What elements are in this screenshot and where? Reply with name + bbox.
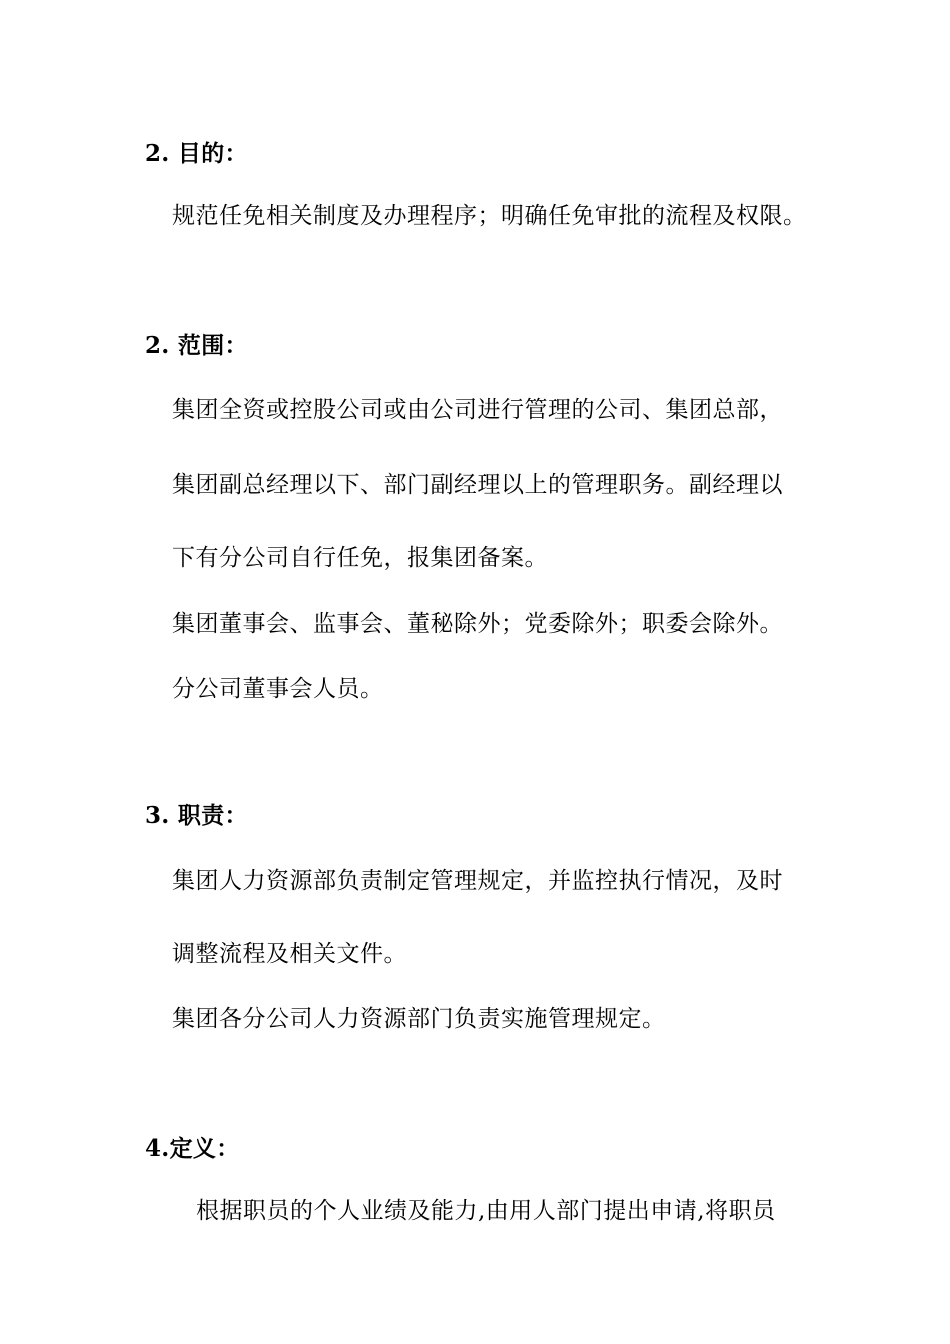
paragraph-line: 规范任免相关制度及办理程序；明确任免审批的流程及权限。 xyxy=(172,203,807,229)
paragraph-line: 集团人力资源部负责制定管理规定，并监控执行情况，及时 xyxy=(172,868,783,894)
paragraph-line: 集团全资或控股公司或由公司进行管理的公司、集团总部， xyxy=(172,397,783,423)
section-heading-definition: 4.定义： xyxy=(145,1135,240,1162)
section-heading-purpose: 2. 目的： xyxy=(145,140,248,167)
paragraph-line: 集团副总经理以下、部门副经理以上的管理职务。副经理以 xyxy=(172,472,783,498)
paragraph-line: 分公司董事会人员。 xyxy=(172,676,384,702)
section-heading-scope: 2. 范围： xyxy=(145,332,248,359)
section-heading-responsibilities: 3. 职责： xyxy=(145,802,248,829)
paragraph-line: 下有分公司自行任免，报集团备案。 xyxy=(172,545,548,571)
paragraph-line: 根据职员的个人业绩及能力,由用人部门提出申请,将职员 xyxy=(196,1198,776,1224)
paragraph-line: 调整流程及相关文件。 xyxy=(172,941,407,967)
paragraph-line: 集团董事会、监事会、董秘除外；党委除外；职委会除外。 xyxy=(172,611,783,637)
paragraph-line: 集团各分公司人力资源部门负责实施管理规定。 xyxy=(172,1006,666,1032)
